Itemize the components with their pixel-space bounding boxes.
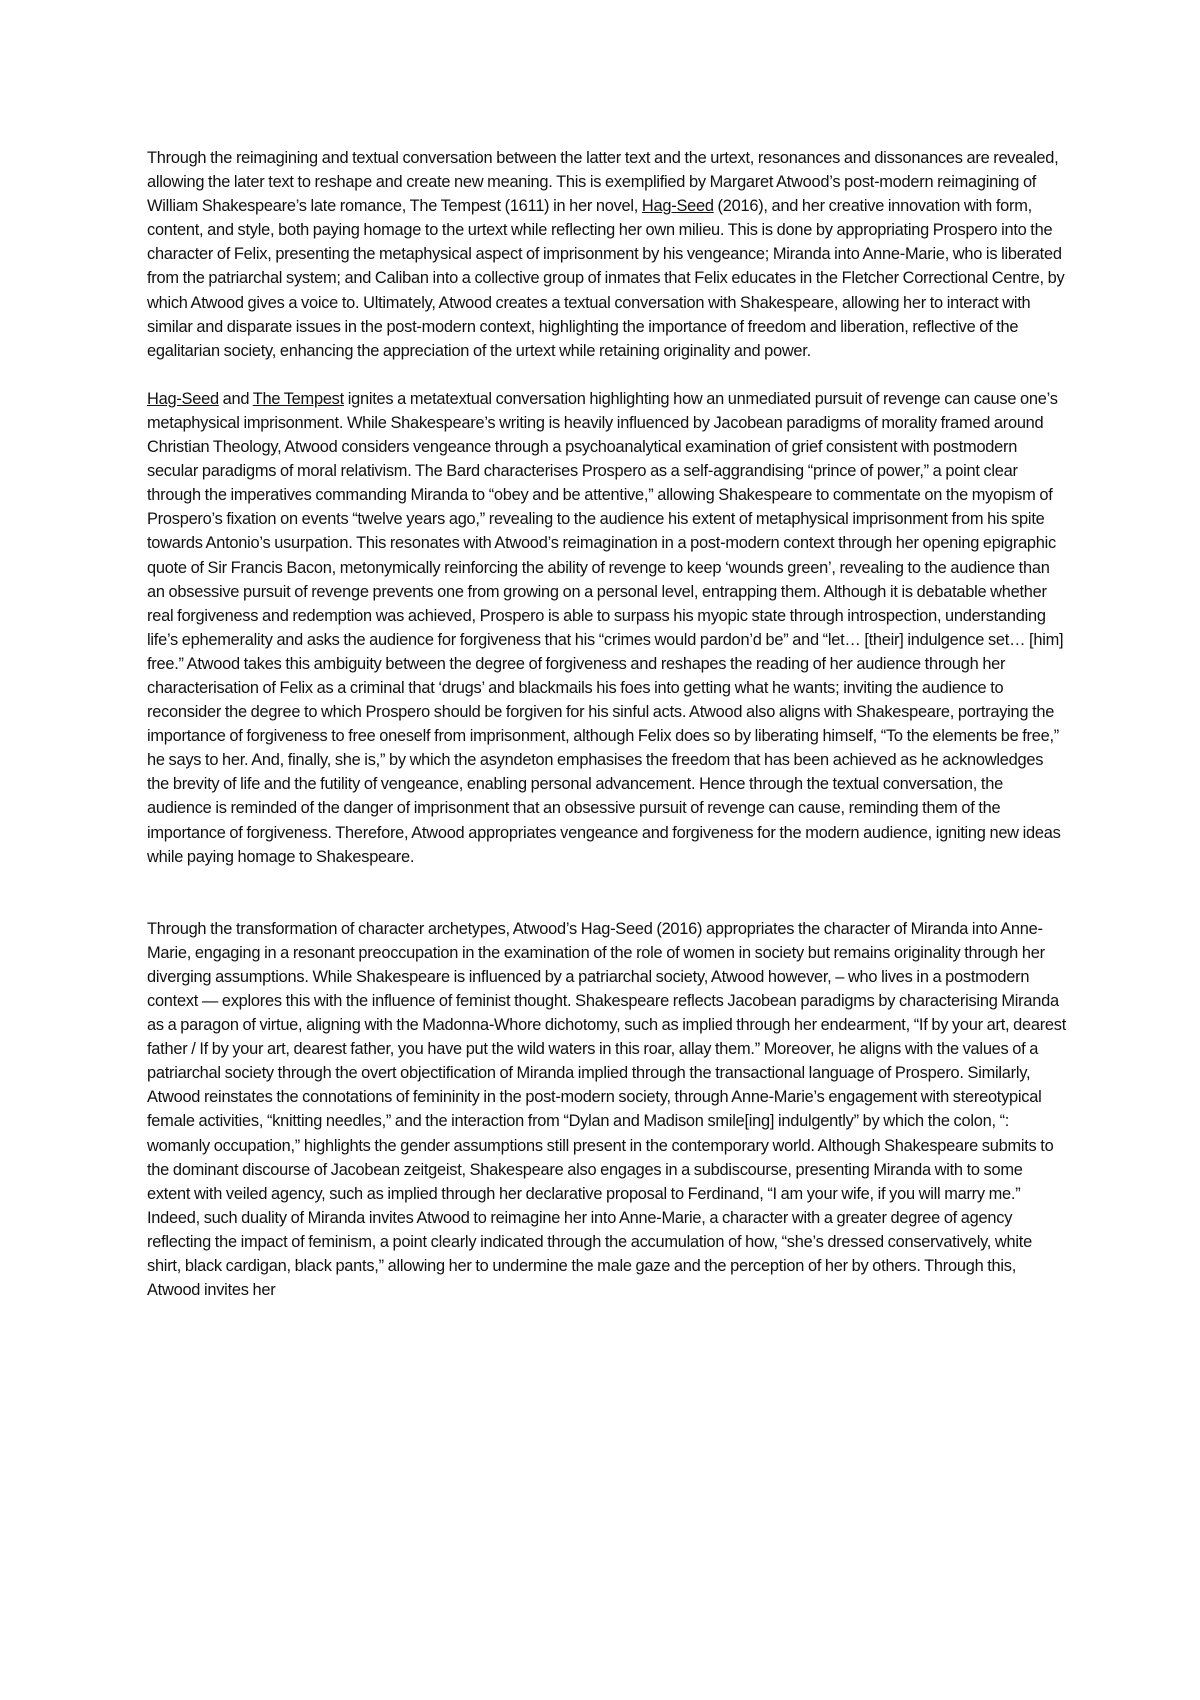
paragraph-intro: [147, 146, 1067, 363]
paragraph-intro-text-2: (2016), and her creative innovation with form, content, and style, both paying homage to the urtext while reflecting her own milieu. This is done by appropriating Prospero into the character of Felix, presenting the metaphysical aspect of imprisonment by his vengeance; Miranda into Anne-Marie, who is liberated from the patriarchal system; and Caliban into a collective group of inmates that Felix educates in the Fletcher Correctional Centre, by which Atwood gives a voice to. Ultimately, Atwood creates a textual conversation with Shakespeare, allowing her to interact with similar and disparate issues in the post-modern context, highlighting the importance of freedom and liberation, reflective of the egalitarian society, enhancing the appreciation of the urtext while retaining originality and power.: [147, 197, 1065, 360]
paragraph-intro-text-1: Through the reimagining and textual conversation between the latter text and the urtext, resonances and dissonances are revealed, allowing the later text to reshape and create new meaning. This is exemplified by Margaret Atwood’s post-modern reimagining of William Shakespeare’s late romance, The Tempest (1611) in her novel,: [147, 149, 1059, 216]
title-hag-seed: Hag-Seed: [641, 197, 714, 216]
paragraph-spacer: [147, 363, 1067, 387]
title-hag-seed: Hag-Seed: [147, 389, 219, 408]
paragraph-spacer: [147, 869, 1067, 917]
paragraph-revenge-text-1: and: [218, 389, 253, 408]
document-body: [147, 146, 1067, 1302]
title-the-tempest: The Tempest: [252, 389, 344, 408]
paragraph-revenge-text-2: ignites a metatextual conversation highlighting how an unmediated pursuit of revenge can cause one’s metaphysical imprisonment. While Shakespeare’s writing is heavily influenced by Jacobean paradigms of morality framed around Christian Theology, Atwood considers vengeance through a psychoanalytical examination of grief consistent with postmodern secular paradigms of moral relativism. The Bard characterises Prospero as a self-aggrandising “prince of power,” a point clear through the imperatives commanding Miranda to “obey and be attentive,” allowing Shakespeare to commentate on the myopism of Prospero’s fixation on events “twelve years ago,” revealing to the audience his extent of metaphysical imprisonment from his spite towards Antonio’s usurpation. This resonates with Atwood’s reimagination in a post-modern context through her opening epigraphic quote of Sir Francis Bacon, metonymically reinforcing the ability of revenge to keep ‘wounds green’, revealing to the audience than an obsessive pursuit of revenge prevents one from growing on a personal level, entrapping them. Although it is debatable whether real forgiveness and redemption was achieved, Prospero is able to surpass his myopic state through introspection, understanding life’s ephemerality and asks the audience for forgiveness that his “crimes would pardon’d be” and “let… [their] indulgence set… [him] free.” Atwood takes this ambiguity between the degree of forgiveness and reshapes the reading of her audience through her characterisation of Felix as a criminal that ‘drugs’ and blackmails his foes into getting what he wants; inviting the audience to reconsider the degree to which Prospero should be forgiven for his sinful acts. Atwood also aligns with Shakespeare, portraying the importance of forgiveness to free oneself from imprisonment, although Felix does so by liberating himself, “To the elements be free,” he says to her. And, finally, she is,” by which the asyndeton emphasises the freedom that has been achieved as he acknowledges the brevity of life and the futility of vengeance, enabling personal advancement. Hence through the textual conversation, the audience is reminded of the danger of imprisonment that an obsessive pursuit of revenge can cause, reminding them of the importance of forgiveness. Therefore, Atwood appropriates vengeance and forgiveness for the modern audience, igniting new ideas while paying homage to Shakespeare.: [147, 389, 1064, 866]
paragraph-revenge: [147, 387, 1067, 869]
paragraph-archetypes: Through the transformation of character archetypes, Atwood’s Hag-Seed (2016) appropriates the character of Miranda into Anne-Marie, engaging in a resonant preoccupation in the examination of the role of women in society but remains originality through her diverging assumptions. While Shakespeare is influenced by a patriarchal society, Atwood however, – who lives in a postmodern context — explores this with the influence of feminist thought. Shakespeare reflects Jacobean paradigms by characterising Miranda as a paragon of virtue, aligning with the Madonna-Whore dichotomy, such as implied through her endearment, “If by your art, dearest father / If by your art, dearest father, you have put the wild waters in this roar, allay them.” Moreover, he aligns with the values of a patriarchal society through the overt objectification of Miranda implied through the transactional language of Prospero. Similarly, Atwood reinstates the connotations of femininity in the post-modern society, through Anne-Marie’s engagement with stereotypical female activities, “knitting needles,” and the interaction from “Dylan and Madison smile[ing] indulgently” by which the colon, “: womanly occupation,” highlights the gender assumptions still present in the contemporary world. Although Shakespeare submits to the dominant discourse of Jacobean zeitgeist, Shakespeare also engages in a subdiscourse, presenting Miranda with to some extent with veiled agency, such as implied through her declarative proposal to Ferdinand, “I am your wife, if you will marry me.” Indeed, such duality of Miranda invites Atwood to reimagine her into Anne-Marie, a character with a greater degree of agency reflecting the impact of feminism, a point clearly indicated through the accumulation of how, “she’s dressed conservatively, white shirt, black cardigan, black pants,” allowing her to undermine the male gaze and the perception of her by others. Through this, Atwood invites her: [147, 919, 1067, 1300]
